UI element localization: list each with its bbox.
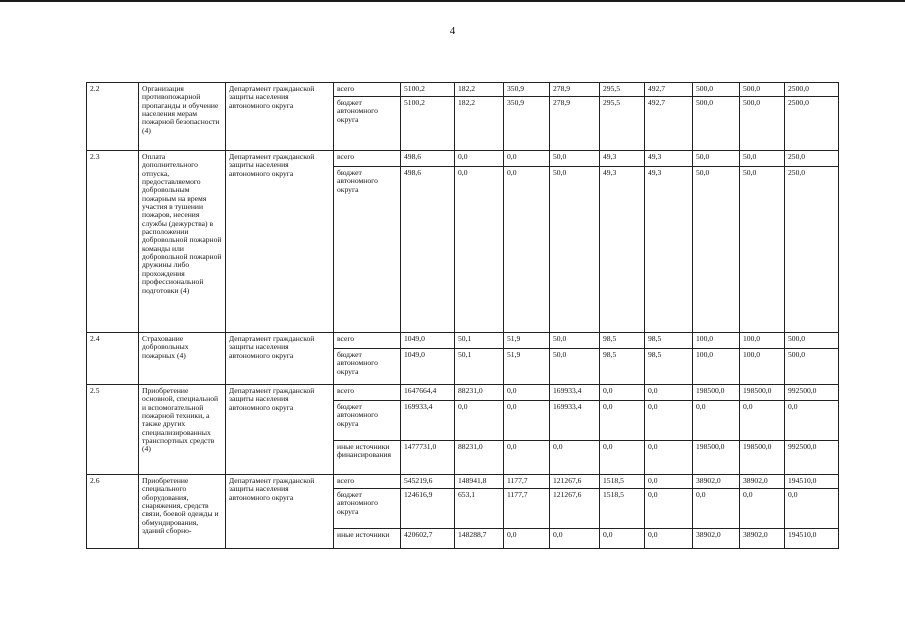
amount-cell: 121267,6 (550, 489, 600, 529)
table-row (87, 385, 839, 401)
amount-cell: 49,3 (600, 167, 645, 333)
amount-cell: 2500,0 (785, 83, 839, 97)
amount-cell: 500,0 (693, 97, 740, 151)
amount-cell: 0,0 (600, 385, 645, 401)
amount-cell: 38902,0 (740, 475, 785, 489)
amount-cell: 1177,7 (504, 489, 550, 529)
amount-cell: 50,0 (550, 167, 600, 333)
funding-source: бюджет автономного округа (334, 489, 401, 529)
amount-cell: 492,7 (645, 97, 693, 151)
amount-cell: 98,5 (645, 349, 693, 385)
amount-cell: 278,9 (550, 97, 600, 151)
amount-cell: 992500,0 (785, 385, 839, 401)
amount-cell: 98,5 (645, 333, 693, 349)
amount-cell: 1049,0 (401, 333, 455, 349)
amount-cell: 88231,0 (455, 441, 504, 475)
amount-cell: 0,0 (504, 401, 550, 441)
amount-cell: 2500,0 (785, 97, 839, 151)
amount-cell: 1518,5 (600, 489, 645, 529)
item-name: Приобретение специального оборудования, снаряжения, средств связи, боевой одежды и обмундирования, зданий сборно- (139, 475, 226, 549)
amount-cell: 0,0 (455, 401, 504, 441)
amount-cell: 0,0 (645, 475, 693, 489)
item-name: Страхование добровольных пожарных (4) (139, 333, 226, 385)
amount-cell: 350,9 (504, 97, 550, 151)
amount-cell: 38902,0 (693, 475, 740, 489)
amount-cell: 169933,4 (550, 401, 600, 441)
amount-cell: 198500,0 (693, 385, 740, 401)
item-number: 2.2 (87, 83, 139, 151)
amount-cell: 250,0 (785, 151, 839, 167)
amount-cell: 49,3 (645, 151, 693, 167)
amount-cell: 498,6 (401, 167, 455, 333)
amount-cell: 0,0 (504, 151, 550, 167)
amount-cell: 148941,8 (455, 475, 504, 489)
amount-cell: 500,0 (740, 83, 785, 97)
amount-cell: 0,0 (550, 529, 600, 549)
amount-cell: 0,0 (455, 167, 504, 333)
amount-cell: 992500,0 (785, 441, 839, 475)
amount-cell: 0,0 (504, 167, 550, 333)
amount-cell: 0,0 (645, 441, 693, 475)
amount-cell: 500,0 (785, 349, 839, 385)
amount-cell: 169933,4 (401, 401, 455, 441)
table-row (87, 333, 839, 349)
amount-cell: 182,2 (455, 83, 504, 97)
amount-cell: 100,0 (740, 349, 785, 385)
item-number: 2.5 (87, 385, 139, 475)
amount-cell: 0,0 (645, 401, 693, 441)
amount-cell: 49,3 (600, 151, 645, 167)
item-name: Приобретение основной, специальной и вспомогательной пожарной техники, а также других специализированных транспортных средств (4) (139, 385, 226, 475)
item-executor: Департамент гражданской защиты населения автономного округа (226, 151, 334, 333)
amount-cell: 98,5 (600, 333, 645, 349)
amount-cell: 498,6 (401, 151, 455, 167)
amount-cell: 50,0 (693, 151, 740, 167)
funding-source: всего (334, 151, 401, 167)
amount-cell: 500,0 (693, 83, 740, 97)
funding-source: иные источники финансирования (334, 441, 401, 475)
item-number: 2.4 (87, 333, 139, 385)
funding-source: всего (334, 475, 401, 489)
funding-source: всего (334, 385, 401, 401)
funding-source: всего (334, 83, 401, 97)
amount-cell: 0,0 (693, 401, 740, 441)
amount-cell: 0,0 (645, 385, 693, 401)
item-executor: Департамент гражданской защиты населения автономного округа (226, 333, 334, 385)
amount-cell: 0,0 (504, 385, 550, 401)
amount-cell: 0,0 (600, 401, 645, 441)
amount-cell: 100,0 (740, 333, 785, 349)
table-row (87, 475, 839, 489)
amount-cell: 1477731,0 (401, 441, 455, 475)
amount-cell: 121267,6 (550, 475, 600, 489)
amount-cell: 100,0 (693, 349, 740, 385)
amount-cell: 350,9 (504, 83, 550, 97)
item-name: Организация противопожарной пропаганды и обучение населения мерам пожарной безопасности (4) (139, 83, 226, 151)
amount-cell: 500,0 (740, 97, 785, 151)
item-name: Оплата дополнительного отпуска, предоставляемого добровольным пожарным на время участия в тушении пожаров, несения службы (дежурства) в расположении добровольной пожарной команды или добровольной пожарной дружины либо прохождения профессиональной подготовки (4) (139, 151, 226, 333)
amount-cell: 1647664,4 (401, 385, 455, 401)
funding-source: бюджет автономного округа (334, 97, 401, 151)
amount-cell: 98,5 (600, 349, 645, 385)
amount-cell: 1049,0 (401, 349, 455, 385)
amount-cell: 198500,0 (693, 441, 740, 475)
table-row (87, 83, 839, 97)
amount-cell: 169933,4 (550, 385, 600, 401)
amount-cell: 51,9 (504, 333, 550, 349)
funding-source: бюджет автономного округа (334, 349, 401, 385)
amount-cell: 0,0 (600, 529, 645, 549)
funding-source: иные источники (334, 529, 401, 549)
amount-cell: 295,5 (600, 97, 645, 151)
amount-cell: 194510,0 (785, 475, 839, 489)
amount-cell: 50,0 (693, 167, 740, 333)
amount-cell: 0,0 (693, 489, 740, 529)
amount-cell: 38902,0 (740, 529, 785, 549)
item-executor: Департамент гражданской защиты населения автономного округа (226, 385, 334, 475)
amount-cell: 0,0 (785, 401, 839, 441)
amount-cell: 545219,6 (401, 475, 455, 489)
amount-cell: 500,0 (785, 333, 839, 349)
amount-cell: 1177,7 (504, 475, 550, 489)
amount-cell: 148288,7 (455, 529, 504, 549)
amount-cell: 0,0 (785, 489, 839, 529)
budget-table (86, 82, 839, 549)
amount-cell: 0,0 (740, 401, 785, 441)
item-number: 2.3 (87, 151, 139, 333)
amount-cell: 295,5 (600, 83, 645, 97)
amount-cell: 198500,0 (740, 385, 785, 401)
page-number: 4 (449, 25, 456, 37)
amount-cell: 49,3 (645, 167, 693, 333)
amount-cell: 51,9 (504, 349, 550, 385)
amount-cell: 5100,2 (401, 83, 455, 97)
amount-cell: 88231,0 (455, 385, 504, 401)
amount-cell: 0,0 (504, 529, 550, 549)
amount-cell: 0,0 (645, 529, 693, 549)
funding-source: бюджет автономного округа (334, 401, 401, 441)
amount-cell: 0,0 (550, 441, 600, 475)
amount-cell: 420602,7 (401, 529, 455, 549)
top-border-line (0, 0, 905, 2)
amount-cell: 250,0 (785, 167, 839, 333)
funding-source: бюджет автономного округа (334, 167, 401, 333)
amount-cell: 50,0 (740, 151, 785, 167)
amount-cell: 1518,5 (600, 475, 645, 489)
amount-cell: 653,1 (455, 489, 504, 529)
item-number: 2.6 (87, 475, 139, 549)
amount-cell: 50,0 (550, 333, 600, 349)
amount-cell: 5100,2 (401, 97, 455, 151)
amount-cell: 100,0 (693, 333, 740, 349)
funding-source: всего (334, 333, 401, 349)
amount-cell: 0,0 (504, 441, 550, 475)
amount-cell: 50,0 (550, 349, 600, 385)
amount-cell: 198500,0 (740, 441, 785, 475)
amount-cell: 194510,0 (785, 529, 839, 549)
table-row (87, 151, 839, 167)
item-executor: Департамент гражданской защиты населения автономного округа (226, 83, 334, 151)
amount-cell: 124616,9 (401, 489, 455, 529)
amount-cell: 50,0 (740, 167, 785, 333)
amount-cell: 50,0 (550, 151, 600, 167)
amount-cell: 492,7 (645, 83, 693, 97)
item-executor: Департамент гражданской защиты населения автономного округа (226, 475, 334, 549)
amount-cell: 0,0 (600, 441, 645, 475)
amount-cell: 278,9 (550, 83, 600, 97)
amount-cell: 0,0 (740, 489, 785, 529)
amount-cell: 50,1 (455, 349, 504, 385)
amount-cell: 0,0 (455, 151, 504, 167)
amount-cell: 50,1 (455, 333, 504, 349)
amount-cell: 38902,0 (693, 529, 740, 549)
amount-cell: 182,2 (455, 97, 504, 151)
amount-cell: 0,0 (645, 489, 693, 529)
